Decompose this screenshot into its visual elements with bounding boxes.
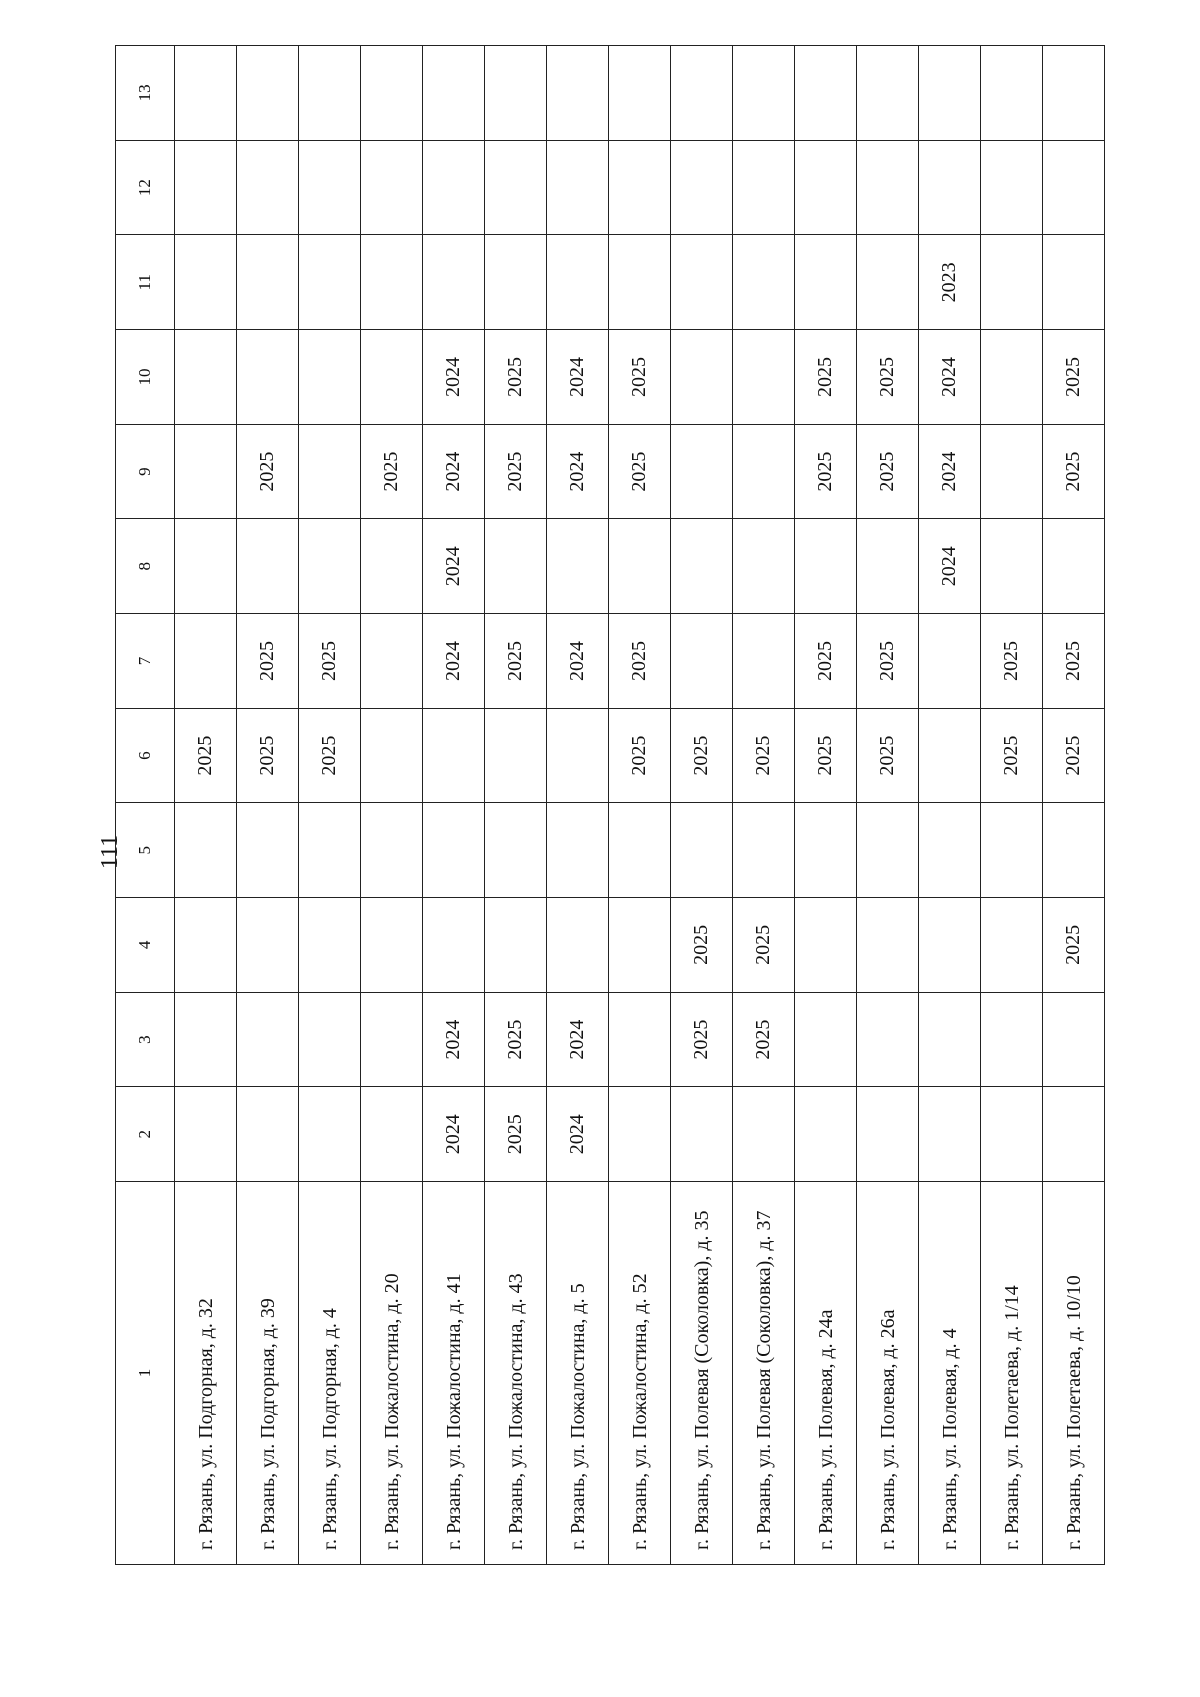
table-row xyxy=(299,46,361,1565)
schedule-table xyxy=(115,45,1105,1565)
year-cell xyxy=(175,614,237,709)
year-cell xyxy=(857,235,919,330)
year-cell: 2025 xyxy=(609,708,671,803)
year-cell xyxy=(857,1087,919,1182)
year-cell xyxy=(981,235,1043,330)
address-cell: г. Рязань, ул. Подгорная, д. 4 xyxy=(299,1182,361,1565)
year-cell xyxy=(981,330,1043,425)
year-cell: 2024 xyxy=(423,1087,485,1182)
column-header-5: 5 xyxy=(116,803,175,898)
year-cell: 2025 xyxy=(485,330,547,425)
year-cell xyxy=(547,708,609,803)
year-cell xyxy=(361,803,423,898)
column-header-1: 1 xyxy=(116,1182,175,1565)
year-cell xyxy=(609,803,671,898)
address-cell: г. Рязань, ул. Полевая, д. 26а xyxy=(857,1182,919,1565)
year-cell: 2025 xyxy=(1043,708,1105,803)
year-cell xyxy=(485,235,547,330)
year-cell: 2024 xyxy=(919,519,981,614)
year-cell: 2024 xyxy=(919,424,981,519)
year-cell xyxy=(609,992,671,1087)
table-row xyxy=(423,46,485,1565)
year-cell xyxy=(175,330,237,425)
year-cell xyxy=(485,898,547,993)
year-cell xyxy=(981,424,1043,519)
year-cell xyxy=(981,519,1043,614)
address-cell: г. Рязань, ул. Пожалостина, д. 5 xyxy=(547,1182,609,1565)
year-cell xyxy=(237,992,299,1087)
year-cell xyxy=(361,46,423,141)
year-cell xyxy=(733,519,795,614)
year-cell: 2025 xyxy=(1043,330,1105,425)
column-header-12: 12 xyxy=(116,140,175,235)
year-cell xyxy=(1043,519,1105,614)
year-cell: 2025 xyxy=(795,708,857,803)
year-cell xyxy=(547,140,609,235)
year-cell xyxy=(299,330,361,425)
year-cell: 2025 xyxy=(857,708,919,803)
year-cell xyxy=(733,46,795,141)
year-cell xyxy=(423,803,485,898)
column-header-9: 9 xyxy=(116,424,175,519)
address-cell: г. Рязань, ул. Пожалостина, д. 20 xyxy=(361,1182,423,1565)
year-cell xyxy=(547,46,609,141)
year-cell xyxy=(857,898,919,993)
year-cell xyxy=(857,519,919,614)
address-cell: г. Рязань, ул. Подгорная, д. 39 xyxy=(237,1182,299,1565)
year-cell xyxy=(485,140,547,235)
table-row xyxy=(485,46,547,1565)
year-cell: 2024 xyxy=(919,330,981,425)
year-cell xyxy=(485,519,547,614)
year-cell xyxy=(237,235,299,330)
year-cell xyxy=(609,140,671,235)
year-cell: 2025 xyxy=(795,614,857,709)
year-cell: 2025 xyxy=(1043,614,1105,709)
table-row xyxy=(547,46,609,1565)
year-cell xyxy=(733,1087,795,1182)
year-cell xyxy=(361,235,423,330)
address-cell: г. Рязань, ул. Полевая, д. 4 xyxy=(919,1182,981,1565)
year-cell xyxy=(423,235,485,330)
year-cell xyxy=(237,803,299,898)
year-cell xyxy=(981,898,1043,993)
year-cell xyxy=(919,46,981,141)
year-cell xyxy=(733,614,795,709)
column-header-13: 13 xyxy=(116,46,175,141)
year-cell: 2025 xyxy=(609,330,671,425)
year-cell: 2025 xyxy=(485,1087,547,1182)
year-cell xyxy=(547,235,609,330)
year-cell xyxy=(361,898,423,993)
year-cell xyxy=(671,803,733,898)
year-cell xyxy=(609,519,671,614)
year-cell xyxy=(795,1087,857,1182)
year-cell: 2024 xyxy=(547,614,609,709)
year-cell: 2025 xyxy=(485,614,547,709)
year-cell: 2024 xyxy=(423,614,485,709)
year-cell xyxy=(299,992,361,1087)
year-cell xyxy=(1043,140,1105,235)
year-cell: 2024 xyxy=(547,1087,609,1182)
year-cell xyxy=(299,898,361,993)
year-cell xyxy=(733,330,795,425)
year-cell: 2024 xyxy=(547,992,609,1087)
table-row xyxy=(1043,46,1105,1565)
year-cell xyxy=(857,46,919,141)
year-cell xyxy=(485,46,547,141)
year-cell: 2025 xyxy=(485,992,547,1087)
year-cell xyxy=(423,46,485,141)
year-cell xyxy=(175,140,237,235)
year-cell xyxy=(919,992,981,1087)
table-row xyxy=(733,46,795,1565)
year-cell xyxy=(299,803,361,898)
page-number: 111 xyxy=(97,834,123,870)
table-row xyxy=(981,46,1043,1565)
year-cell xyxy=(361,614,423,709)
year-cell xyxy=(733,235,795,330)
year-cell xyxy=(299,519,361,614)
year-cell xyxy=(671,424,733,519)
year-cell xyxy=(733,424,795,519)
year-cell xyxy=(485,803,547,898)
year-cell xyxy=(671,235,733,330)
year-cell xyxy=(361,330,423,425)
table-row xyxy=(919,46,981,1565)
year-cell: 2025 xyxy=(671,898,733,993)
year-cell xyxy=(981,803,1043,898)
year-cell xyxy=(237,898,299,993)
year-cell: 2025 xyxy=(795,330,857,425)
year-cell: 2025 xyxy=(857,614,919,709)
table-row xyxy=(857,46,919,1565)
year-cell: 2025 xyxy=(299,708,361,803)
year-cell xyxy=(795,803,857,898)
year-cell: 2025 xyxy=(237,424,299,519)
year-cell: 2024 xyxy=(423,424,485,519)
address-cell: г. Рязань, ул. Пожалостина, д. 52 xyxy=(609,1182,671,1565)
year-cell xyxy=(175,519,237,614)
year-cell: 2025 xyxy=(733,708,795,803)
year-cell xyxy=(237,46,299,141)
year-cell xyxy=(1043,803,1105,898)
year-cell xyxy=(237,330,299,425)
year-cell xyxy=(1043,235,1105,330)
year-cell xyxy=(1043,46,1105,141)
year-cell xyxy=(361,1087,423,1182)
year-cell xyxy=(733,803,795,898)
year-cell xyxy=(919,140,981,235)
year-cell xyxy=(609,898,671,993)
year-cell xyxy=(795,992,857,1087)
year-cell: 2025 xyxy=(981,614,1043,709)
year-cell xyxy=(671,46,733,141)
year-cell xyxy=(671,330,733,425)
year-cell xyxy=(299,235,361,330)
year-cell xyxy=(547,519,609,614)
year-cell: 2025 xyxy=(671,992,733,1087)
year-cell xyxy=(485,708,547,803)
address-cell: г. Рязань, ул. Подгорная, д. 32 xyxy=(175,1182,237,1565)
table-row xyxy=(671,46,733,1565)
year-cell xyxy=(671,519,733,614)
year-cell xyxy=(795,235,857,330)
year-cell xyxy=(795,898,857,993)
year-cell: 2025 xyxy=(485,424,547,519)
table-row xyxy=(175,46,237,1565)
year-cell: 2024 xyxy=(547,424,609,519)
year-cell: 2025 xyxy=(609,424,671,519)
address-cell: г. Рязань, ул. Полевая (Соколовка), д. 37 xyxy=(733,1182,795,1565)
address-cell: г. Рязань, ул. Полевая (Соколовка), д. 35 xyxy=(671,1182,733,1565)
address-cell: г. Рязань, ул. Полевая, д. 24а xyxy=(795,1182,857,1565)
year-cell xyxy=(857,803,919,898)
year-cell: 2024 xyxy=(423,992,485,1087)
year-cell: 2025 xyxy=(795,424,857,519)
table-row xyxy=(361,46,423,1565)
year-cell xyxy=(299,46,361,141)
year-cell xyxy=(733,140,795,235)
year-cell: 2025 xyxy=(361,424,423,519)
year-cell xyxy=(1043,992,1105,1087)
year-cell xyxy=(547,898,609,993)
year-cell: 2025 xyxy=(1043,898,1105,993)
year-cell: 2025 xyxy=(237,708,299,803)
year-cell xyxy=(919,614,981,709)
year-cell xyxy=(609,1087,671,1182)
year-cell xyxy=(981,1087,1043,1182)
year-cell: 2025 xyxy=(981,708,1043,803)
year-cell xyxy=(857,992,919,1087)
year-cell xyxy=(361,519,423,614)
column-header-8: 8 xyxy=(116,519,175,614)
year-cell xyxy=(175,235,237,330)
year-cell: 2023 xyxy=(919,235,981,330)
year-cell xyxy=(981,992,1043,1087)
table-row xyxy=(609,46,671,1565)
year-cell xyxy=(919,803,981,898)
year-cell xyxy=(175,898,237,993)
year-cell xyxy=(609,235,671,330)
year-cell xyxy=(671,140,733,235)
year-cell xyxy=(547,803,609,898)
year-cell xyxy=(1043,1087,1105,1182)
year-cell xyxy=(609,46,671,141)
year-cell xyxy=(795,519,857,614)
year-cell xyxy=(919,1087,981,1182)
year-cell xyxy=(795,46,857,141)
year-cell xyxy=(671,614,733,709)
year-cell xyxy=(299,140,361,235)
table-row xyxy=(795,46,857,1565)
year-cell: 2025 xyxy=(299,614,361,709)
year-cell xyxy=(919,898,981,993)
year-cell xyxy=(423,708,485,803)
year-cell xyxy=(981,140,1043,235)
address-cell: г. Рязань, ул. Пожалостина, д. 41 xyxy=(423,1182,485,1565)
year-cell xyxy=(361,708,423,803)
year-cell xyxy=(919,708,981,803)
column-header-6: 6 xyxy=(116,708,175,803)
year-cell xyxy=(423,898,485,993)
year-cell xyxy=(795,140,857,235)
column-header-4: 4 xyxy=(116,898,175,993)
year-cell: 2025 xyxy=(857,330,919,425)
year-cell: 2025 xyxy=(1043,424,1105,519)
address-cell: г. Рязань, ул. Пожалостина, д. 43 xyxy=(485,1182,547,1565)
rotated-table-wrapper xyxy=(115,45,1085,1565)
table-body xyxy=(175,46,1105,1565)
year-cell: 2025 xyxy=(671,708,733,803)
column-header-11: 11 xyxy=(116,235,175,330)
year-cell xyxy=(175,803,237,898)
year-cell: 2025 xyxy=(733,992,795,1087)
year-cell xyxy=(361,140,423,235)
year-cell xyxy=(175,46,237,141)
year-cell xyxy=(423,140,485,235)
year-cell: 2025 xyxy=(175,708,237,803)
year-cell: 2025 xyxy=(609,614,671,709)
table-row xyxy=(237,46,299,1565)
year-cell xyxy=(361,992,423,1087)
year-cell xyxy=(237,1087,299,1182)
column-header-2: 2 xyxy=(116,1087,175,1182)
year-cell: 2025 xyxy=(857,424,919,519)
year-cell: 2025 xyxy=(733,898,795,993)
column-header-3: 3 xyxy=(116,992,175,1087)
year-cell: 2024 xyxy=(423,330,485,425)
year-cell xyxy=(175,424,237,519)
column-header-10: 10 xyxy=(116,330,175,425)
year-cell xyxy=(981,46,1043,141)
year-cell: 2024 xyxy=(547,330,609,425)
year-cell: 2024 xyxy=(423,519,485,614)
year-cell xyxy=(237,140,299,235)
header-row xyxy=(116,46,175,1565)
year-cell xyxy=(857,140,919,235)
year-cell xyxy=(175,1087,237,1182)
address-cell: г. Рязань, ул. Полетаева, д. 1/14 xyxy=(981,1182,1043,1565)
year-cell xyxy=(671,1087,733,1182)
year-cell xyxy=(299,1087,361,1182)
year-cell xyxy=(175,992,237,1087)
year-cell: 2025 xyxy=(237,614,299,709)
column-header-7: 7 xyxy=(116,614,175,709)
year-cell xyxy=(299,424,361,519)
year-cell xyxy=(237,519,299,614)
address-cell: г. Рязань, ул. Полетаева, д. 10/10 xyxy=(1043,1182,1105,1565)
